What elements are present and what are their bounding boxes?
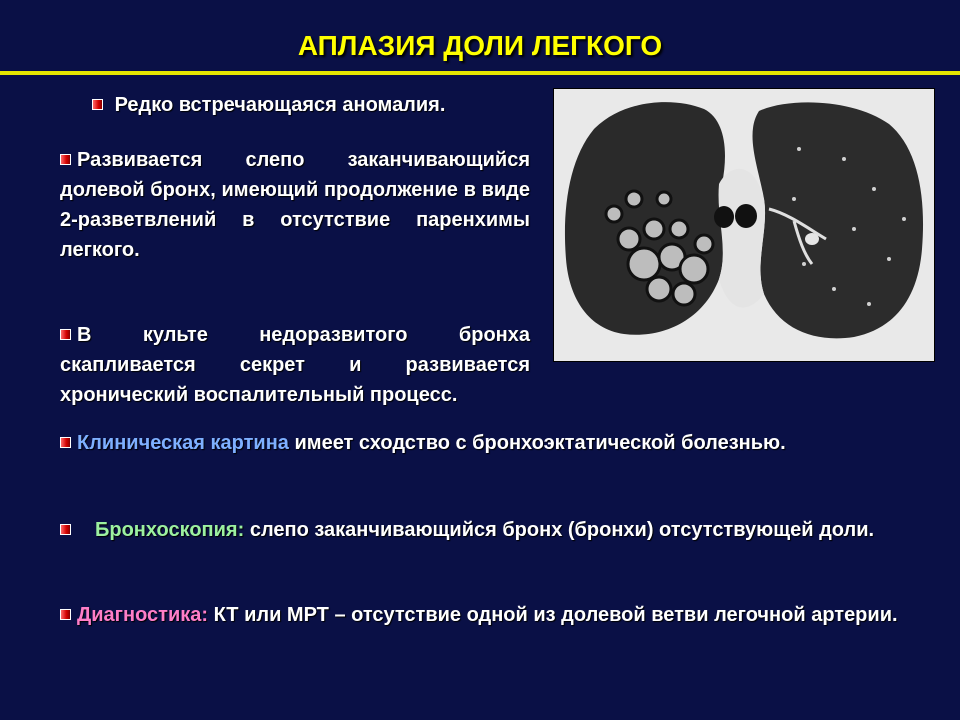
paragraph-text: КТ или МРТ – отсутствие одной из долевой ветви легочной артерии. — [208, 604, 898, 626]
paragraph-bronchoscopy — [60, 515, 910, 545]
left-lung-shape — [565, 102, 725, 335]
paragraph-stump — [60, 320, 530, 410]
ct-scan-drawing — [554, 89, 934, 361]
bullet-icon — [60, 437, 71, 448]
diagnostics-label: Диагностика: — [77, 604, 209, 626]
paragraph-clinical — [60, 428, 910, 458]
paragraph-text: слепо заканчивающийся бронх (бронхи) отсутствующей доли. — [244, 519, 875, 541]
bronchoscopy-label: Бронхоскопия: — [95, 519, 245, 541]
bullet-icon — [60, 524, 71, 535]
title-underline — [0, 71, 960, 75]
bullet-icon — [60, 329, 71, 340]
bullet-icon — [60, 154, 71, 165]
bronchus-shape — [735, 204, 757, 228]
paragraph-text: имеет сходство с бронхоэктатической болезнью. — [288, 432, 786, 454]
paragraph-diagnostics — [60, 600, 910, 630]
bullet-icon — [60, 609, 71, 620]
paragraph-development — [60, 145, 530, 265]
paragraph-text: Развивается слепо заканчивающийся долевой бронх, имеющий продолжение в виде 2-разветвлений в отсутствие паренхимы легкого. — [60, 149, 530, 261]
ct-scan-image — [553, 88, 935, 362]
bullet-icon — [92, 99, 103, 110]
paragraph-text: Редко встречающаяся аномалия. — [114, 94, 446, 116]
paragraph-text: В культе недоразвитого бронха скапливается секрет и развивается хронический воспалительный процесс. — [60, 324, 530, 406]
paragraph-rare-anomaly — [92, 90, 532, 120]
slide-title: АПЛАЗИЯ ДОЛИ ЛЕГКОГО — [297, 30, 663, 61]
clinical-label: Клиническая картина — [77, 432, 289, 454]
mediastinum-shape — [719, 169, 766, 308]
trachea-shape — [714, 206, 734, 228]
right-lung-shape — [753, 102, 924, 338]
